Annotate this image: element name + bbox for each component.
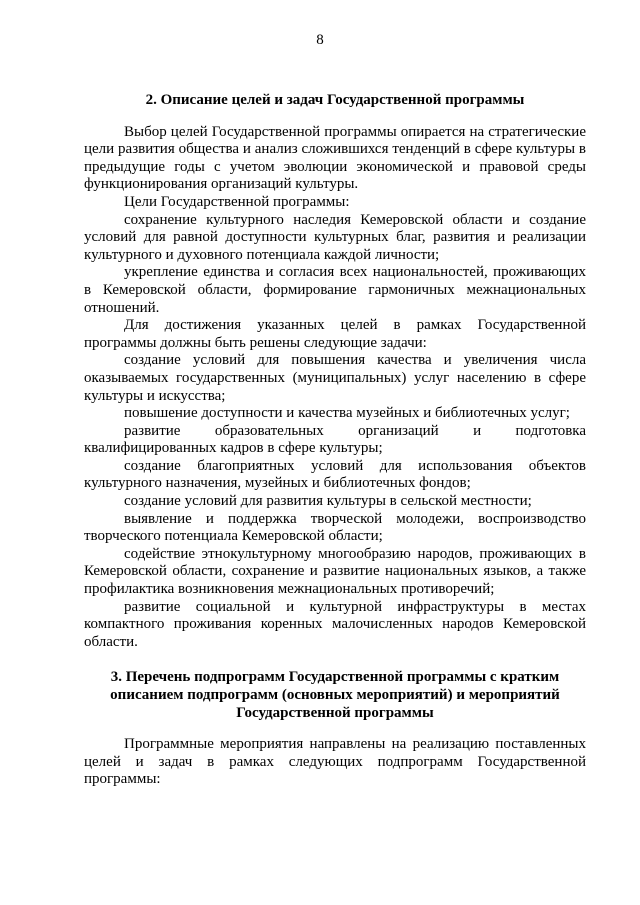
- paragraph: Программные мероприятия направлены на реализацию поставленных целей и задач в рамках следующих подпрограмм Государственной программы:: [84, 736, 586, 788]
- page-number: 8: [316, 32, 324, 48]
- paragraph: создание благоприятных условий для использования объектов культурного назначения, музейных и библиотечных фондов;: [84, 457, 586, 492]
- paragraph: укрепление единства и согласия всех национальностей, проживающих в Кемеровской области, формирование гармоничных межнациональных отношений.: [84, 264, 586, 316]
- paragraph: повышение доступности и качества музейных и библиотечных услуг;: [124, 405, 570, 422]
- paragraph: развитие социальной и культурной инфраструктуры в местах компактного проживания коренных малочисленных народов Кемеровской области.: [84, 598, 586, 650]
- paragraph: создание условий для развития культуры в сельской местности;: [124, 493, 532, 510]
- paragraph: выявление и поддержка творческой молодежи, воспроизводство творческого потенциала Кемеровской области;: [84, 510, 586, 545]
- paragraph: Выбор целей Государственной программы опирается на стратегические цели развития общества и анализ сложившихся тенденций в сфере культуры в предыдущие годы с учетом эволюции экономической и правовой среды функционирования организаций культуры.: [84, 123, 586, 193]
- paragraph: создание условий для повышения качества и увеличения числа оказываемых государственных (муниципальных) услуг населению в сфере культуры и искусства;: [84, 352, 586, 404]
- paragraph: сохранение культурного наследия Кемеровской области и создание условий для равной доступности культурных благ, развития и реализации культурного и духовного потенциала каждой личности;: [84, 211, 586, 263]
- section-2-heading: 2. Описание целей и задач Государственной программы: [145, 92, 525, 108]
- paragraph: содействие этнокультурному многообразию народов, проживающих в Кемеровской области, сохранение и развитие национальных языков, а также профилактика возникновения межнациональных противоречий;: [84, 545, 586, 598]
- paragraph: развитие образовательных организаций и подготовка квалифицированных кадров в сфере культуры;: [84, 422, 586, 457]
- paragraph: Для достижения указанных целей в рамках Государственной программы должны быть решены следующие задачи:: [84, 317, 586, 351]
- paragraph: Цели Государственной программы:: [124, 193, 350, 210]
- section-3-heading: [84, 669, 586, 722]
- section-3-heading-line: 3. Перечень подпрограмм Государственной программы с кратким: [110, 669, 560, 686]
- section-3-heading-line: описанием подпрограмм (основных мероприятий) и мероприятий: [110, 687, 560, 703]
- section-3-heading-line: Государственной программы: [236, 704, 434, 721]
- page-content: [84, 92, 586, 789]
